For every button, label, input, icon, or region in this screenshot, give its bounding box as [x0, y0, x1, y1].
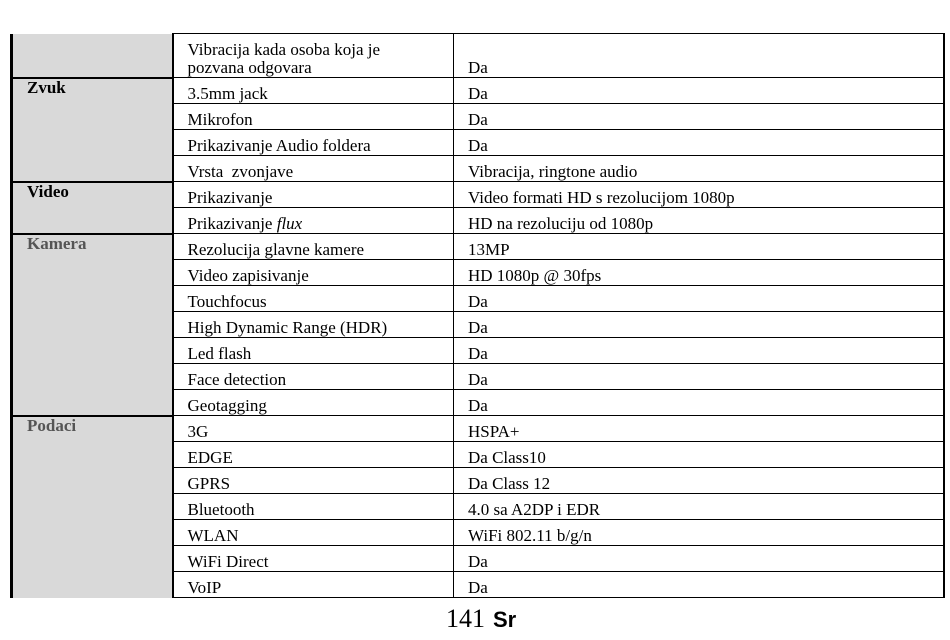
table-row [12, 572, 944, 598]
table-row [12, 546, 944, 572]
value-cell: Da [454, 572, 944, 598]
value-cell: WiFi 802.11 b/g/n [454, 520, 944, 546]
value-cell: Da Class 12 [454, 468, 944, 494]
feature-cell: EDGE [173, 442, 454, 468]
table-row [12, 312, 944, 338]
category-cell [12, 338, 173, 364]
page-number: 141 [446, 604, 485, 633]
category-cell: Video [12, 182, 173, 208]
table-row [12, 364, 944, 390]
value-cell: Da [454, 34, 944, 78]
category-cell [12, 260, 173, 286]
category-cell [12, 34, 173, 78]
table-row [12, 494, 944, 520]
value-cell: Da [454, 546, 944, 572]
table-row [12, 34, 944, 78]
value-cell: Da [454, 338, 944, 364]
feature-cell: WiFi Direct [173, 546, 454, 572]
value-cell: HSPA+ [454, 416, 944, 442]
feature-cell: WLAN [173, 520, 454, 546]
category-cell [12, 208, 173, 234]
table-row [12, 390, 944, 416]
category-cell: Kamera [12, 234, 173, 260]
category-cell [12, 312, 173, 338]
category-cell [12, 130, 173, 156]
feature-italic: flux [276, 214, 303, 233]
category-cell [12, 494, 173, 520]
category-cell: Podaci [12, 416, 173, 442]
spec-table [10, 33, 945, 598]
feature-cell: Mikrofon [173, 104, 454, 130]
category-cell [12, 546, 173, 572]
feature-cell: Prikazivanje Audio foldera [173, 130, 454, 156]
category-cell [12, 572, 173, 598]
feature-cell: 3.5mm jack [173, 78, 454, 104]
table-row [12, 260, 944, 286]
category-cell [12, 390, 173, 416]
feature-cell: Led flash [173, 338, 454, 364]
feature-cell: Geotagging [173, 390, 454, 416]
feature-cell: Face detection [173, 364, 454, 390]
value-cell: HD 1080p @ 30fps [454, 260, 944, 286]
feature-cell: GPRS [173, 468, 454, 494]
feature-cell [173, 208, 454, 234]
feature-line: Vibracija kada osoba koja je [187, 40, 381, 59]
table-row [12, 442, 944, 468]
feature-cell: VoIP [173, 572, 454, 598]
feature-cell: Rezolucija glavne kamere [173, 234, 454, 260]
feature-cell: High Dynamic Range (HDR) [173, 312, 454, 338]
value-cell: Da [454, 130, 944, 156]
category-cell [12, 286, 173, 312]
table-row [12, 130, 944, 156]
table-row [12, 208, 944, 234]
category-cell [12, 364, 173, 390]
value-cell: Da [454, 312, 944, 338]
category-cell [12, 468, 173, 494]
table-row [12, 520, 944, 546]
value-cell: Vibracija, ringtone audio [454, 156, 944, 182]
page-footer [446, 604, 516, 634]
feature-cell: Vrsta zvonjave [173, 156, 454, 182]
table-row [12, 286, 944, 312]
feature-line: pozvana odgovara [187, 58, 312, 77]
table-row [12, 78, 944, 104]
value-cell: Video formati HD s rezolucijom 1080p [454, 182, 944, 208]
feature-cell: Prikazivanje [173, 182, 454, 208]
feature-cell: 3G [173, 416, 454, 442]
category-cell [12, 442, 173, 468]
table-row [12, 182, 944, 208]
value-cell: Da [454, 390, 944, 416]
table-row [12, 468, 944, 494]
value-cell: 13MP [454, 234, 944, 260]
value-cell: Da [454, 286, 944, 312]
table-row [12, 156, 944, 182]
table-row [12, 338, 944, 364]
category-cell [12, 104, 173, 130]
feature-cell: Bluetooth [173, 494, 454, 520]
feature-cell [173, 34, 454, 78]
value-cell: Da [454, 78, 944, 104]
category-cell: Zvuk [12, 78, 173, 104]
table-row [12, 416, 944, 442]
feature-cell: Touchfocus [173, 286, 454, 312]
table-row [12, 234, 944, 260]
value-cell: Da [454, 104, 944, 130]
table-row [12, 104, 944, 130]
value-cell: Da [454, 364, 944, 390]
language-code: Sr [493, 607, 517, 632]
feature-cell: Video zapisivanje [173, 260, 454, 286]
category-cell [12, 520, 173, 546]
value-cell: 4.0 sa A2DP i EDR [454, 494, 944, 520]
value-cell: HD na rezoluciju od 1080p [454, 208, 944, 234]
feature-prefix: Prikazivanje [187, 214, 277, 233]
value-cell: Da Class10 [454, 442, 944, 468]
category-cell [12, 156, 173, 182]
